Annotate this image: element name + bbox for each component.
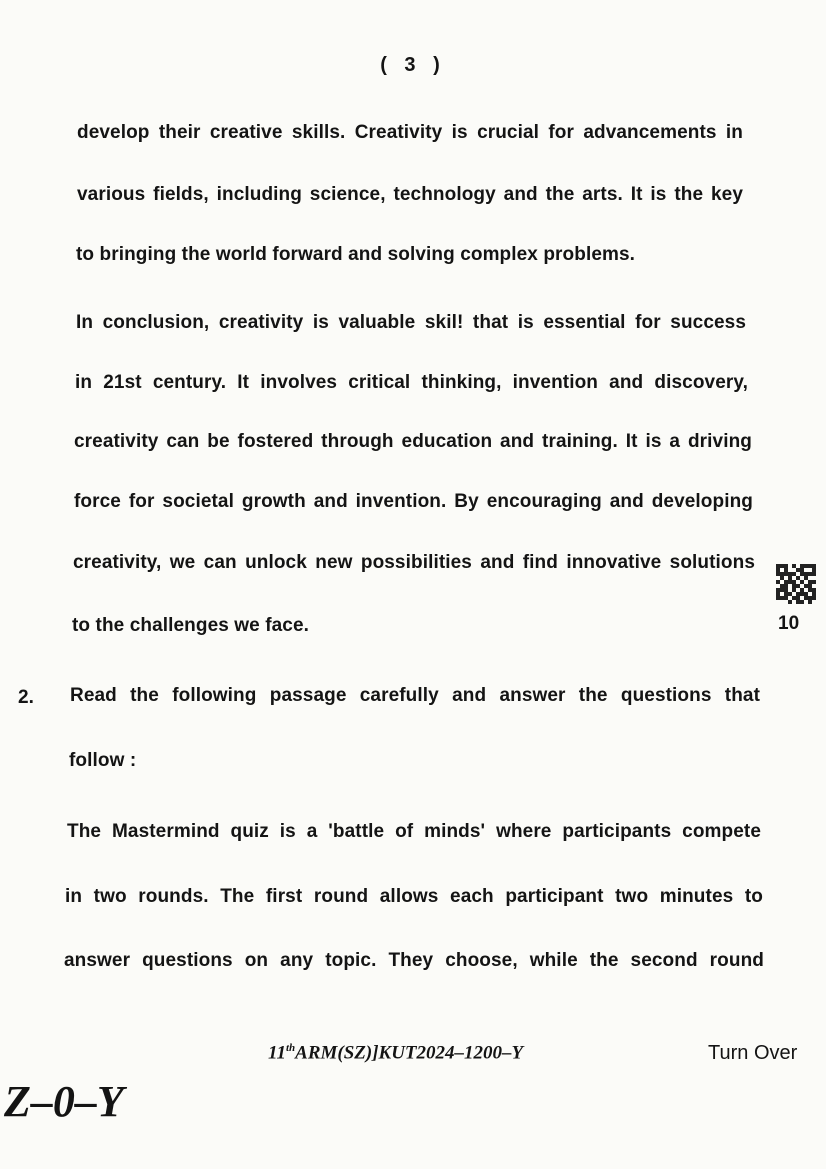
paragraph-line: develop their creative skills. Creativity is crucial for advancements in — [77, 122, 743, 143]
paragraph-line: creativity can be fostered through education and training. It is a driving — [74, 431, 752, 452]
paragraph-line: to the challenges we face. — [72, 615, 310, 636]
question-prompt-line: Read the following passage carefully and answer the questions that — [70, 685, 760, 706]
paragraph-line: creativity, we can unlock new possibilities and find innovative solutions — [73, 552, 755, 573]
page-number: ( 3 ) — [380, 54, 446, 76]
passage-line: answer questions on any topic. They choose, while the second round — [64, 950, 764, 971]
paragraph-line: various fields, including science, technology and the arts. It is the key — [77, 184, 743, 205]
paragraph-line: In conclusion, creativity is valuable skil! that is essential for success — [76, 312, 746, 333]
passage-line: in two rounds. The first round allows each participant two minutes to — [65, 886, 763, 907]
paper-code-prefix: 11 — [268, 1042, 286, 1064]
set-code: Z–0–Y — [4, 1077, 124, 1126]
paper-code-sup: th — [285, 1042, 296, 1054]
qr-code-icon — [776, 564, 816, 604]
paragraph-line: force for societal growth and invention. By encouraging and developing — [74, 491, 753, 512]
question-number: 2. — [18, 687, 34, 708]
paragraph-line: in 21st century. It involves critical thinking, invention and discovery, — [75, 372, 748, 393]
question-prompt-line: follow : — [69, 750, 137, 771]
turn-over-label: Turn Over — [708, 1042, 798, 1064]
paragraph-line: to bringing the world forward and solving complex problems. — [76, 244, 636, 265]
marks-value: 10 — [778, 613, 800, 634]
paper-code — [268, 1042, 523, 1064]
paper-code-rest: ARM(SZ)]KUT2024–1200–Y — [295, 1042, 524, 1064]
passage-line: The Mastermind quiz is a 'battle of minds' where participants compete — [67, 821, 761, 842]
